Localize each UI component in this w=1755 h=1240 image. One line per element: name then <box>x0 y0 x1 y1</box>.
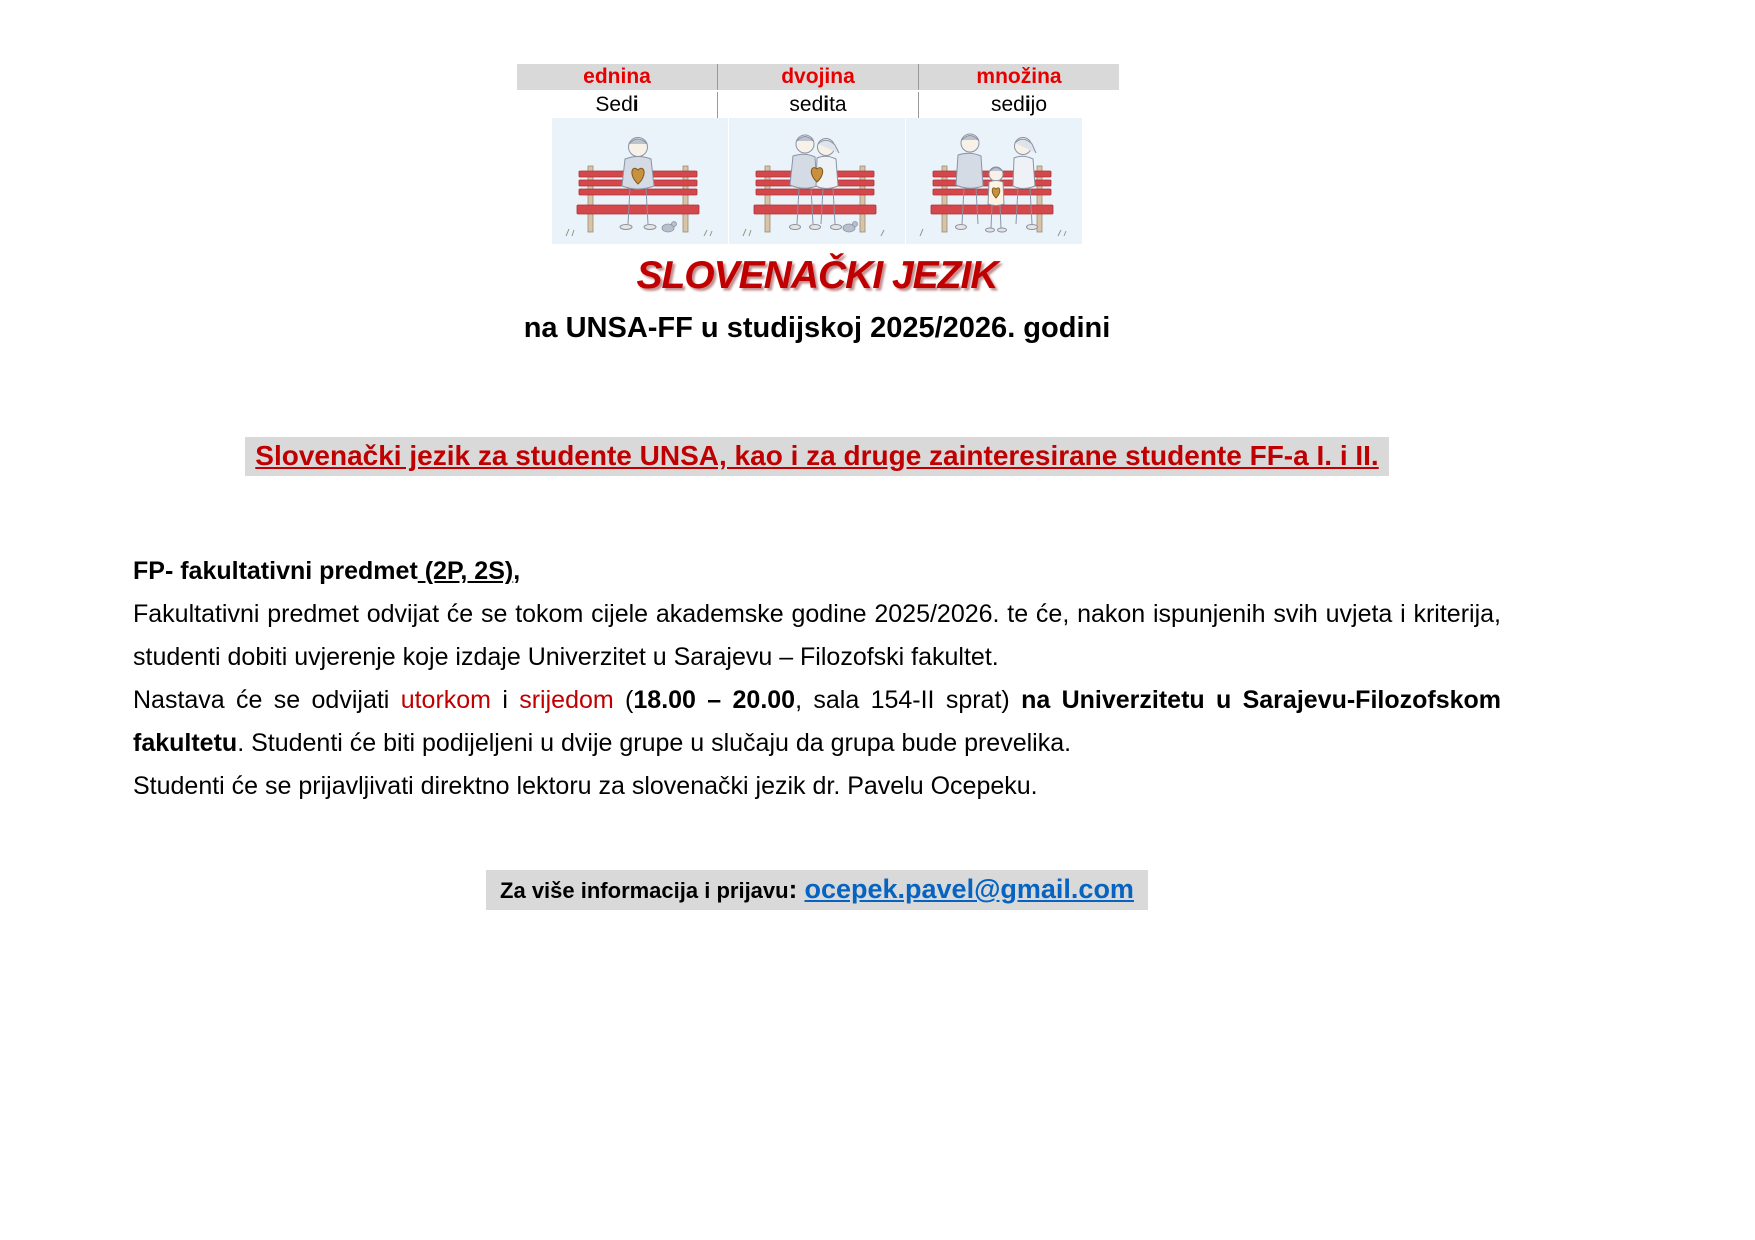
course-heading: Slovenački jezik za studente UNSA, kao i za druge zainteresirane studente FF-a I. i II. <box>245 437 1388 476</box>
footer-wrap <box>133 870 1501 910</box>
day-utorkom: utorkom <box>400 686 491 714</box>
header-ednina-label: ednina <box>583 65 651 88</box>
couple-on-bench-illustration <box>729 118 905 244</box>
email-link[interactable]: ocepek.pavel@gmail.com <box>804 874 1134 904</box>
header-mnozina <box>919 64 1120 91</box>
para-nastava: Nastava će se odvijati utorkom i srijedom (18.00 – 20.00, sala 154-II sprat) na Univerzitetu u Sarajevu-Filozofskom fakultetu. Studenti će biti podijeljeni u dvije grupe u slučaju da grupa bude prevelika. <box>133 686 1502 757</box>
header-dvojina <box>718 64 919 91</box>
heading-band-wrap <box>133 437 1501 476</box>
credits-underlined: (2P, 2S) <box>417 557 514 585</box>
one-person-on-bench-illustration <box>552 118 728 244</box>
form-plural: sedijo <box>919 91 1120 118</box>
para-fakultativni: Fakultativni predmet odvijat će se tokom cijele akademske godine 2025/2026. te će, nakon ispunjenih svih uvjeta i kriterija, studenti dobiti uvjerenje koje izdaje Univerzitet u Sarajevu – Filozofski fakultet. <box>133 600 1501 671</box>
conjugation-table-block <box>517 64 1117 244</box>
header-dvojina-label: dvojina <box>781 65 855 88</box>
page-title: SLOVENAČKI JEZIK <box>636 254 998 297</box>
day-srijedom: srijedom <box>519 686 614 714</box>
para-prijava: Studenti će se prijavljivati direktno lektoru za slovenački jezik dr. Pavelu Ocepeku. <box>133 772 1038 800</box>
fp-line: FP- fakultativni predmet (2P, 2S), <box>133 557 521 585</box>
document-page <box>133 0 1501 910</box>
contact-band: Za više informacija i prijavu: ocepek.pavel@gmail.com <box>486 870 1148 910</box>
bench-illustrations <box>552 118 1083 244</box>
page-subtitle: na UNSA-FF u studijskoj 2025/2026. godini <box>523 312 1111 344</box>
contact-label: Za više informacija i prijavu <box>500 878 789 903</box>
form-singular: Sedi <box>517 91 718 118</box>
conjugation-header-row <box>517 64 1119 91</box>
header-ednina <box>517 64 718 91</box>
body-text <box>133 550 1501 808</box>
header-mnozina-label: množina <box>976 65 1062 88</box>
family-on-bench-illustration <box>906 118 1082 244</box>
conjugation-table <box>517 64 1119 118</box>
time-range: 18.00 – 20.00 <box>633 686 796 714</box>
conjugation-forms-row <box>517 91 1119 118</box>
form-dual: sedita <box>718 91 919 118</box>
venue-bold: na Univerzitetu u Sarajevu-Filozofskom fakultetu <box>133 686 1502 757</box>
